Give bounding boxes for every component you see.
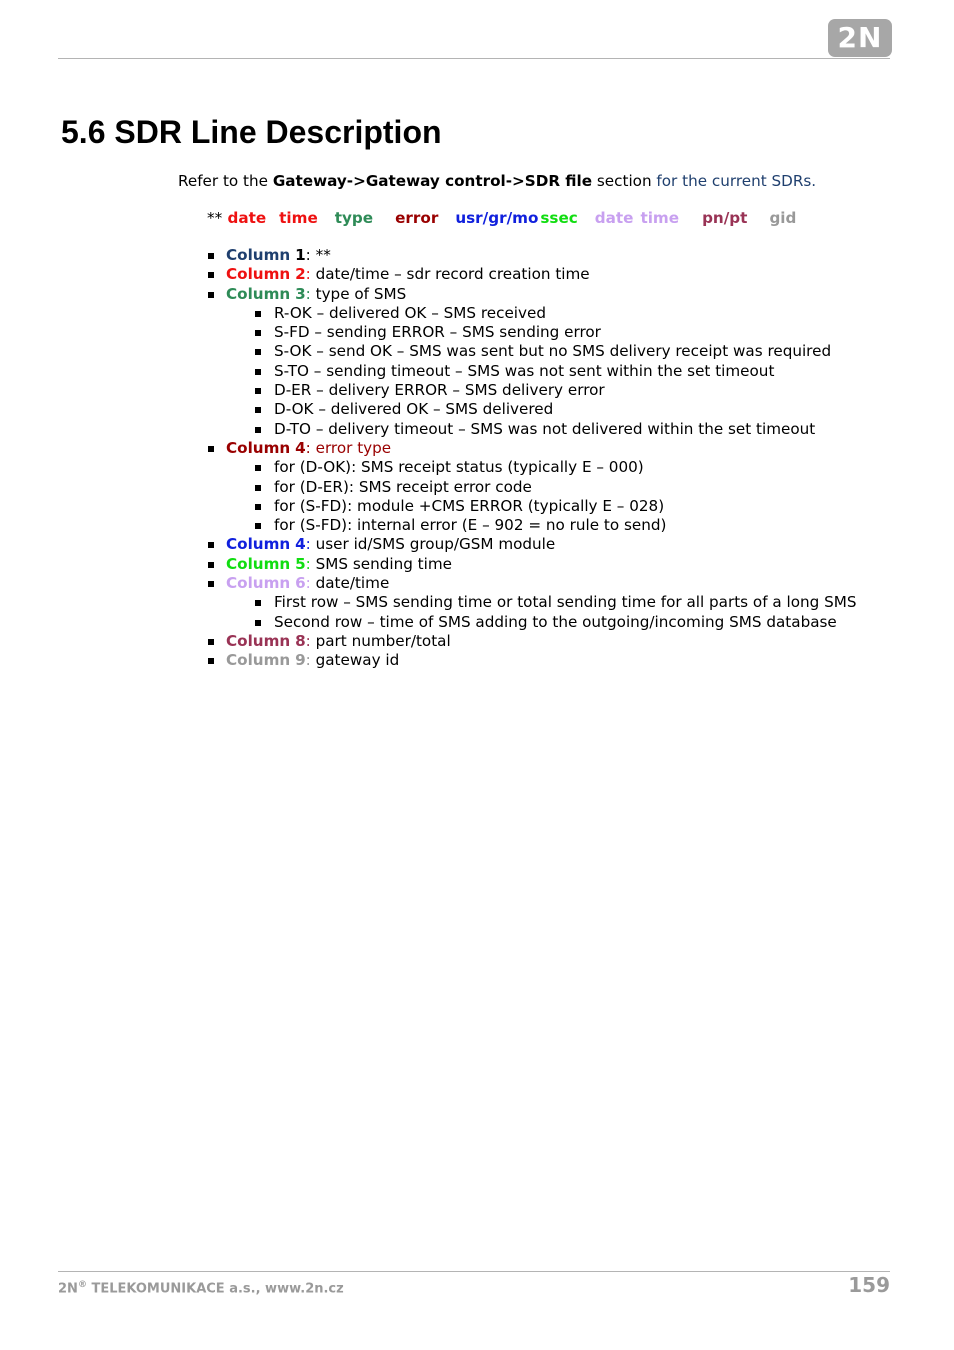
column-separator: : — [305, 574, 311, 593]
column-number: 2 — [295, 265, 306, 284]
column-number: 5 — [295, 554, 306, 573]
intro-paragraph — [178, 172, 816, 191]
column-number: 4 — [295, 535, 306, 554]
column-item — [207, 285, 889, 304]
column-description: date/time — [310, 574, 390, 593]
company-logo — [828, 19, 892, 57]
sdr-field-legend — [207, 209, 796, 228]
column-item — [207, 535, 889, 554]
column-sub-item — [207, 342, 889, 361]
column-description: SMS sending time — [310, 554, 452, 573]
column-label: Column — [226, 246, 291, 264]
column-item — [207, 651, 889, 670]
sub-item-text: for (S-FD): internal error (E – 902 = no rule to send) — [274, 516, 667, 535]
sub-item-text: for (D-ER): SMS receipt error code — [274, 477, 532, 496]
intro-middle: section — [592, 172, 657, 190]
column-label: Column — [226, 651, 291, 670]
column-description: date/time – sdr record creation time — [310, 265, 590, 284]
legend-field-error: error — [395, 209, 439, 227]
page-number: 159 — [848, 1273, 890, 1297]
column-description-list — [207, 246, 889, 671]
column-separator: : — [305, 438, 311, 457]
sub-item-text: S-FD – sending ERROR – SMS sending error — [274, 323, 601, 342]
column-label: Column — [226, 284, 291, 303]
column-item — [207, 632, 889, 651]
sub-item-text: D-ER – delivery ERROR – SMS delivery error — [274, 381, 605, 400]
column-separator: : — [305, 284, 311, 303]
column-description: gateway id — [310, 651, 400, 670]
column-separator: : — [305, 535, 311, 554]
column-description: ** — [310, 246, 331, 264]
column-sub-item — [207, 516, 889, 535]
column-description: type of SMS — [310, 284, 407, 303]
footer-company — [58, 1280, 344, 1296]
column-separator: : — [305, 631, 311, 650]
column-number: 3 — [295, 284, 306, 303]
legend-stars: ** — [207, 209, 223, 227]
column-item — [207, 246, 889, 265]
column-separator: : — [305, 265, 311, 284]
column-label: Column — [226, 535, 291, 554]
legend-field-date: date — [594, 209, 634, 227]
footer-company-website: TELEKOMUNIKACE a.s., www.2n.cz — [86, 1281, 344, 1297]
column-item — [207, 555, 889, 574]
column-sub-item — [207, 420, 889, 439]
legend-field-gid: gid — [769, 209, 797, 227]
sub-item-text: D-TO – delivery timeout – SMS was not delivered within the set timeout — [274, 419, 816, 438]
column-label: Column — [226, 574, 291, 593]
column-separator: : — [305, 651, 311, 670]
intro-prefix: Refer to the — [178, 172, 273, 190]
column-sub-item — [207, 362, 889, 381]
column-sub-item — [207, 323, 889, 342]
column-sub-item — [207, 478, 889, 497]
sub-item-text: First row – SMS sending time or total sending time for all parts of a long SMS — [274, 593, 857, 612]
column-label: Column — [226, 438, 291, 457]
sub-item-text: Second row – time of SMS adding to the outgoing/incoming SMS database — [274, 612, 837, 631]
sub-item-text: S-TO – sending timeout – SMS was not sent within the set timeout — [274, 361, 775, 380]
current-sdrs-link[interactable]: for the current SDRs. — [656, 172, 817, 190]
column-description: user id/SMS group/GSM module — [310, 535, 556, 554]
legend-field-date: date — [227, 209, 267, 227]
column-sub-item — [207, 458, 889, 477]
column-number: 9 — [295, 651, 306, 670]
sub-item-text: for (D-OK): SMS receipt status (typically E – 000) — [274, 458, 644, 477]
logo-text: 2N — [837, 21, 883, 54]
column-sub-item — [207, 304, 889, 323]
menu-path: Gateway->Gateway control->SDR file — [272, 172, 593, 190]
column-number: 8 — [295, 631, 306, 650]
column-sub-item — [207, 497, 889, 516]
column-sub-item — [207, 613, 889, 632]
sub-item-text: R-OK – delivered OK – SMS received — [274, 303, 546, 322]
registered-mark: ® — [77, 1280, 87, 1290]
column-item — [207, 574, 889, 593]
page-title: 5.6 SDR Line Description — [61, 114, 442, 150]
footer-company-name: 2N — [58, 1281, 78, 1297]
legend-field-usr-gr-mo: usr/gr/mo — [455, 209, 539, 227]
column-sub-item — [207, 400, 889, 419]
footer-rule — [58, 1271, 890, 1272]
column-number: 4 — [295, 438, 306, 457]
sub-item-text: S-OK – send OK – SMS was sent but no SMS delivery receipt was required — [274, 342, 832, 361]
column-item — [207, 265, 889, 284]
column-sub-item — [207, 593, 889, 612]
column-separator: : — [305, 554, 311, 573]
column-label: Column — [226, 631, 291, 650]
column-number: 1 — [295, 246, 306, 264]
legend-field-pn-pt: pn/pt — [702, 209, 748, 227]
legend-field-time: time — [640, 209, 680, 227]
column-item — [207, 439, 889, 458]
legend-field-time: time — [279, 209, 318, 227]
column-separator: : — [305, 246, 311, 264]
column-label: Column — [226, 265, 291, 284]
sub-item-text: D-OK – delivered OK – SMS delivered — [274, 400, 554, 419]
column-label: Column — [226, 554, 291, 573]
column-description: part number/total — [310, 631, 451, 650]
legend-field-ssec: ssec — [540, 209, 578, 227]
legend-field-type: type — [334, 209, 374, 227]
header-rule — [58, 58, 890, 59]
column-sub-item — [207, 381, 889, 400]
sub-item-text: for (S-FD): module +CMS ERROR (typically E – 028) — [274, 496, 665, 515]
column-number: 6 — [295, 574, 306, 593]
column-description: error type — [310, 438, 392, 457]
